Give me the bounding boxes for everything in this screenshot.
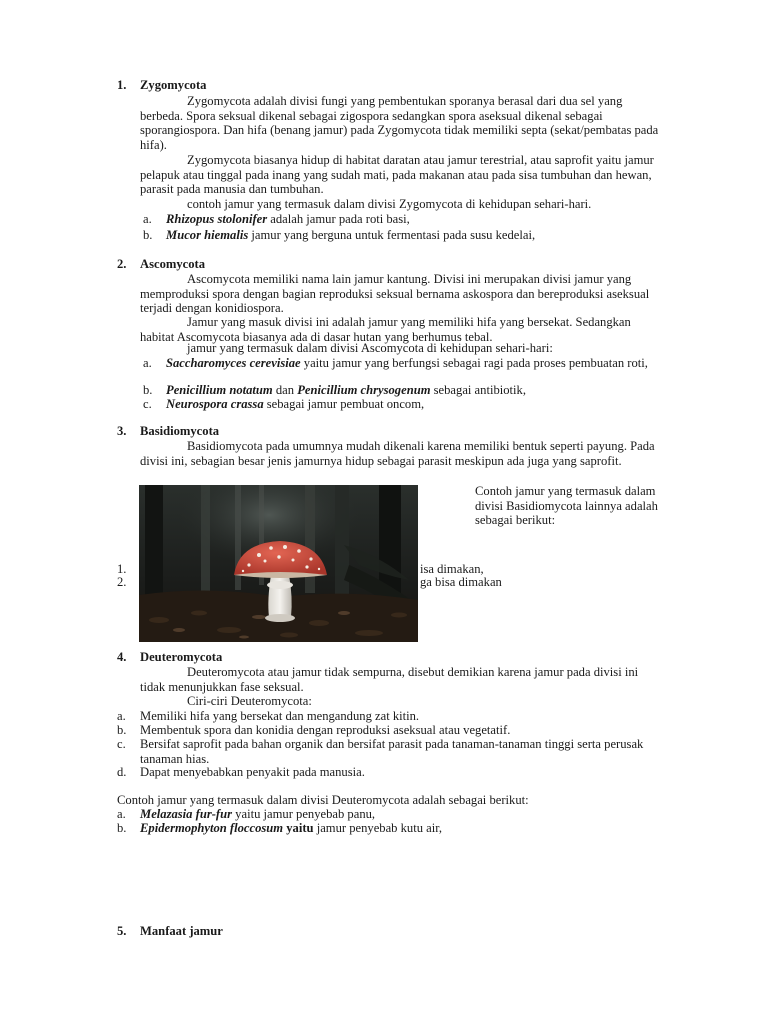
- item-text: yaitu jamur penyebab panu,: [232, 807, 376, 821]
- section-5-number: 5.: [117, 924, 127, 938]
- section-4-trait-d-label: d.: [117, 765, 127, 779]
- section-4-trait-a-label: a.: [117, 709, 126, 723]
- section-5-title: Manfaat jamur: [140, 924, 223, 938]
- section-4-trait-a: Memiliki hifa yang bersekat dan mengandung zat kitin.: [140, 709, 420, 723]
- species-name: Penicillium chrysogenum: [297, 383, 431, 397]
- section-4-trait-d: Dapat menyebabkan penyakit pada manusia.: [140, 765, 365, 779]
- species-name: Epidermophyton floccosum: [140, 821, 284, 835]
- section-1-paragraph-1: Zygomycota adalah divisi fungi yang pembentukan sporanya berasal dari dua sel yang berbeda. Spora seksual dikenal sebagai zigospora sedangkan spora aseksual dikenal sebagai sporangiospora. Dan hifa (benang jamur) pada Zygomycota tidak memiliki septa (sekat/pembatas pada hifa).: [140, 94, 659, 153]
- section-2-item-b: [166, 383, 661, 398]
- species-name: Melazasia fur-fur: [140, 807, 233, 821]
- section-4-trait-b-label: b.: [117, 723, 127, 737]
- section-4-trait-b: Membentuk spora dan konidia dengan reproduksi aseksual atau vegetatif.: [140, 723, 511, 737]
- section-1-title: Zygomycota: [140, 78, 207, 92]
- section-2-item-c: [166, 397, 661, 412]
- section-1-item-b: [166, 228, 661, 243]
- section-4-paragraph-2: Ciri-ciri Deuteromycota:: [187, 694, 312, 708]
- section-1-item-a: [166, 212, 661, 227]
- item-text: dan: [272, 383, 298, 397]
- item-text: jamur yang berguna untuk fermentasi pada susu kedelai,: [248, 228, 536, 242]
- section-1-item-b-label: b.: [143, 228, 153, 242]
- section-4-example-b-label: b.: [117, 821, 127, 835]
- section-1-paragraph-2: Zygomycota biasanya hidup di habitat daratan atau jamur terestrial, atau saprofit yaitu jamur pelapuk atau tinggal pada inang yang sudah mati, pada makanan atau pada sisa tumbuhan dan hewan, parasit pada manusia dan tumbuhan.: [140, 153, 654, 197]
- section-2-title: Ascomycota: [140, 257, 206, 271]
- item-text: jamur penyebab kutu air,: [313, 821, 443, 835]
- section-1-item-a-label: a.: [143, 212, 152, 226]
- section-4-example-a-label: a.: [117, 807, 126, 821]
- section-2-paragraph-2: Jamur yang masuk divisi ini adalah jamur yang memiliki hifa yang bersekat. Sedangkan habitat Ascomycota biasanya ada di dasar hutan yang berhumus tebal.: [140, 315, 631, 344]
- section-4-title: Deuteromycota: [140, 650, 223, 664]
- section-4-paragraph-3: Contoh jamur yang termasuk dalam divisi Deuteromycota adalah sebagai berikut:: [117, 793, 529, 807]
- section-3-item-2-label: 2.: [117, 575, 127, 589]
- section-2-item-a: [166, 356, 661, 371]
- section-4-trait-c-label: c.: [117, 737, 126, 751]
- item-text: sebagai jamur pembuat oncom,: [263, 397, 425, 411]
- section-3-item-2-text: ga bisa dimakan: [420, 575, 502, 589]
- section-3-paragraph-1: Basidiomycota pada umumnya mudah dikenali karena memiliki bentuk seperti payung. Pada divisi ini, sebagian besar jenis jamurnya hidup sebagai parasit meskipun ada juga yang saprofit.: [140, 439, 655, 468]
- item-text-bold: yaitu: [283, 821, 314, 835]
- section-4-trait-c: Bersifat saprofit pada bahan organik dan bersifat parasit pada tanaman-tanaman tinggi serta perusak tanaman hias.: [140, 737, 644, 766]
- species-name: Penicillium notatum: [166, 383, 273, 397]
- section-1-paragraph-3: contoh jamur yang termasuk dalam divisi Zygomycota di kehidupan sehari-hari.: [187, 197, 592, 211]
- item-text: yaitu jamur yang berfungsi sebagai ragi pada proses pembuatan roti,: [300, 356, 648, 370]
- species-name: Rhizopus stolonifer: [166, 212, 268, 226]
- species-name: Saccharomyces cerevisiae: [166, 356, 301, 370]
- section-4-number: 4.: [117, 650, 127, 664]
- section-2-paragraph-1: Ascomycota memiliki nama lain jamur kantung. Divisi ini merupakan divisi jamur yang memproduksi spora dengan bagian reproduksi seksual bernama askospora dan bereproduksi aseksual terjadi dengan konidiospora.: [140, 272, 650, 316]
- section-4-example-b: [140, 821, 660, 836]
- section-3-item-1-label: 1.: [117, 562, 127, 576]
- mushroom-photo: [139, 485, 418, 642]
- section-3-number: 3.: [117, 424, 127, 438]
- item-text: adalah jamur pada roti basi,: [267, 212, 410, 226]
- section-3-title: Basidiomycota: [140, 424, 220, 438]
- section-4-example-a: [140, 807, 660, 822]
- section-3-side-text: Contoh jamur yang termasuk dalam divisi Basidiomycota lainnya adalah sebagai berikut:: [475, 484, 658, 528]
- species-name: Mucor hiemalis: [166, 228, 249, 242]
- section-4-paragraph-1: Deuteromycota atau jamur tidak sempurna, disebut demikian karena jamur pada divisi ini tidak menunjukkan fase seksual.: [140, 665, 639, 694]
- section-3-item-1-text: isa dimakan,: [420, 562, 484, 576]
- section-2-item-c-label: c.: [143, 397, 152, 411]
- section-2-number: 2.: [117, 257, 127, 271]
- item-text: sebagai antibiotik,: [430, 383, 526, 397]
- species-name: Neurospora crassa: [166, 397, 264, 411]
- section-2-item-a-label: a.: [143, 356, 152, 370]
- section-1-number: 1.: [117, 78, 127, 92]
- section-2-item-b-label: b.: [143, 383, 153, 397]
- section-2-paragraph-3: jamur yang termasuk dalam divisi Ascomycota di kehidupan sehari-hari:: [187, 341, 553, 355]
